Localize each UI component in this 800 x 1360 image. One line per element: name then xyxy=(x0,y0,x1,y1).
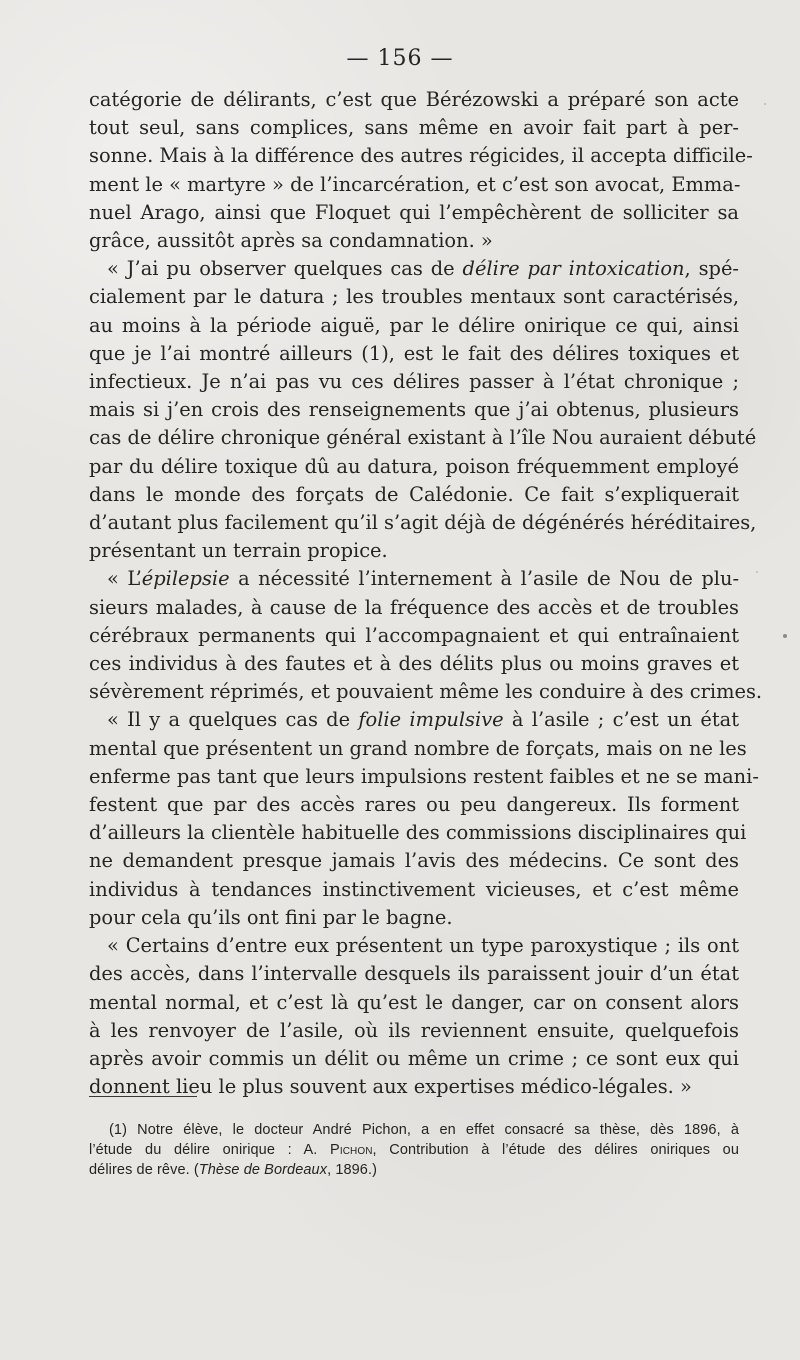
author-name: Pichon xyxy=(330,1142,373,1158)
text-line: sonne. Mais à la différence des autres régicides, il accepta difficile- xyxy=(89,144,753,168)
paragraph-5 xyxy=(89,932,739,1101)
text-line: pour cela qu’ils ont fini par le bagne. xyxy=(89,905,453,929)
text-line: cérébraux permanents qui l’accompagnaient et qui entraînaient xyxy=(89,623,739,647)
text-line: à les renvoyer de l’asile, où ils reviennent ensuite, quelquefois xyxy=(89,1018,739,1042)
text-line: mental que présentent un grand nombre de forçats, mais on ne les xyxy=(89,736,747,760)
main-text xyxy=(89,86,763,1101)
text-segment: , spé- xyxy=(684,257,739,281)
paper-speck xyxy=(756,571,758,573)
paragraph-1 xyxy=(89,86,753,255)
text-line: que je l’ai montré ailleurs (1), est le fait des délires toxiques et xyxy=(89,341,739,365)
text-line: mais si j’en crois des renseignements que j’ai obtenus, plusieurs xyxy=(89,398,739,422)
text-line: mental normal, et c’est là qu’est le danger, car on consent alors xyxy=(89,990,739,1014)
text-line: individus à tendances instinctivement vicieuses, et c’est même xyxy=(89,877,739,901)
page-number: — 156 — xyxy=(346,46,454,71)
text-segment: « J’ai pu observer quelques cas de xyxy=(107,257,463,281)
footnote-separator xyxy=(89,1096,197,1097)
text-line: sieurs malades, à cause de la fréquence des accès et de troubles xyxy=(89,595,739,619)
paper-speck xyxy=(783,634,787,638)
paper-speck xyxy=(764,103,766,105)
text-line: infectieux. Je n’ai pas vu ces délires passer à l’état chronique ; xyxy=(89,370,739,394)
text-line: ne demandent presque jamais l’avis des médecins. Ce sont des xyxy=(89,849,739,873)
footnote-segment: , 1896.) xyxy=(327,1162,378,1178)
italic-term: épilepsie xyxy=(141,567,230,591)
text-line xyxy=(89,565,739,593)
text-line: catégorie de délirants, c’est que Bérézowski a préparé son acte xyxy=(89,88,739,111)
footnote-segment: délires de rêve. ( xyxy=(89,1162,199,1178)
text-line: d’ailleurs la clientèle habituelle des commissions disciplinaires qui xyxy=(89,821,747,845)
text-line: grâce, aussitôt après sa condamnation. » xyxy=(89,229,493,253)
footnote xyxy=(89,1120,739,1180)
text-line: au moins à la période aiguë, par le délire onirique ce qui, ainsi xyxy=(89,313,739,337)
text-segment: à l’asile ; c’est un état xyxy=(503,708,739,732)
footnote-segment: , Contribution à l’étude des délires oniriques ou xyxy=(372,1142,740,1158)
paragraph-4 xyxy=(89,706,759,932)
text-line: sévèrement réprimés, et pouvaient même les conduire à des crimes. xyxy=(89,680,763,704)
text-segment: « Il y a quelques cas de xyxy=(107,708,359,732)
footnote-line: (1) Notre élève, le docteur André Pichon, a en effet consacré sa thèse, dès 1896, à xyxy=(109,1122,739,1138)
text-line: cas de délire chronique général existant à l’île Nou auraient débuté xyxy=(89,426,757,450)
text-line: tout seul, sans complices, sans même en avoir fait part à per- xyxy=(89,116,739,140)
text-line: ces individus à des fautes et à des délits plus ou moins graves et xyxy=(89,652,739,676)
text-line: des accès, dans l’intervalle desquels ils paraissent jouir d’un état xyxy=(89,962,739,986)
text-line: nuel Arago, ainsi que Floquet qui l’empêchèrent de solliciter sa xyxy=(89,200,739,224)
footnote-line xyxy=(89,1140,739,1160)
text-line: festent que par des accès rares ou peu dangereux. Ils forment xyxy=(89,793,739,817)
text-line: présentant un terrain propice. xyxy=(89,539,388,563)
text-line xyxy=(89,706,739,734)
italic-term: folie impulsive xyxy=(358,708,504,732)
paragraph-2 xyxy=(89,255,757,565)
text-line xyxy=(89,255,739,283)
footnote-line xyxy=(89,1160,739,1180)
text-line: ment le « martyre » de l’incarcération, et c’est son avocat, Emma- xyxy=(89,172,741,196)
text-line: par du délire toxique dû au datura, poison fréquemment employé xyxy=(89,454,739,478)
text-line: dans le monde des forçats de Calédonie. Ce fait s’expliquerait xyxy=(89,482,739,506)
thesis-title: Thèse de Bordeaux xyxy=(198,1162,328,1178)
text-segment: a nécessité l’internement à l’asile de Nou de plu- xyxy=(229,567,739,591)
italic-term: délire par intoxication xyxy=(462,257,685,281)
text-line: d’autant plus facilement qu’il s’agit déjà de dégénérés héréditaires, xyxy=(89,511,757,535)
text-line: « Certains d’entre eux présentent un type paroxystique ; ils ont xyxy=(107,934,739,958)
text-line: cialement par le datura ; les troubles mentaux sont caractérisés, xyxy=(89,285,739,309)
text-line: après avoir commis un délit ou même un crime ; ce sont eux qui xyxy=(89,1046,739,1070)
paragraph-3 xyxy=(89,565,763,706)
text-line: donnent lieu le plus souvent aux expertises médico-légales. » xyxy=(89,1075,692,1099)
footnote-segment: l’étude du délire onirique : A. xyxy=(89,1142,331,1158)
text-line: enferme pas tant que leurs impulsions restent faibles et ne se mani- xyxy=(89,764,759,788)
text-segment: « L’ xyxy=(107,567,142,591)
